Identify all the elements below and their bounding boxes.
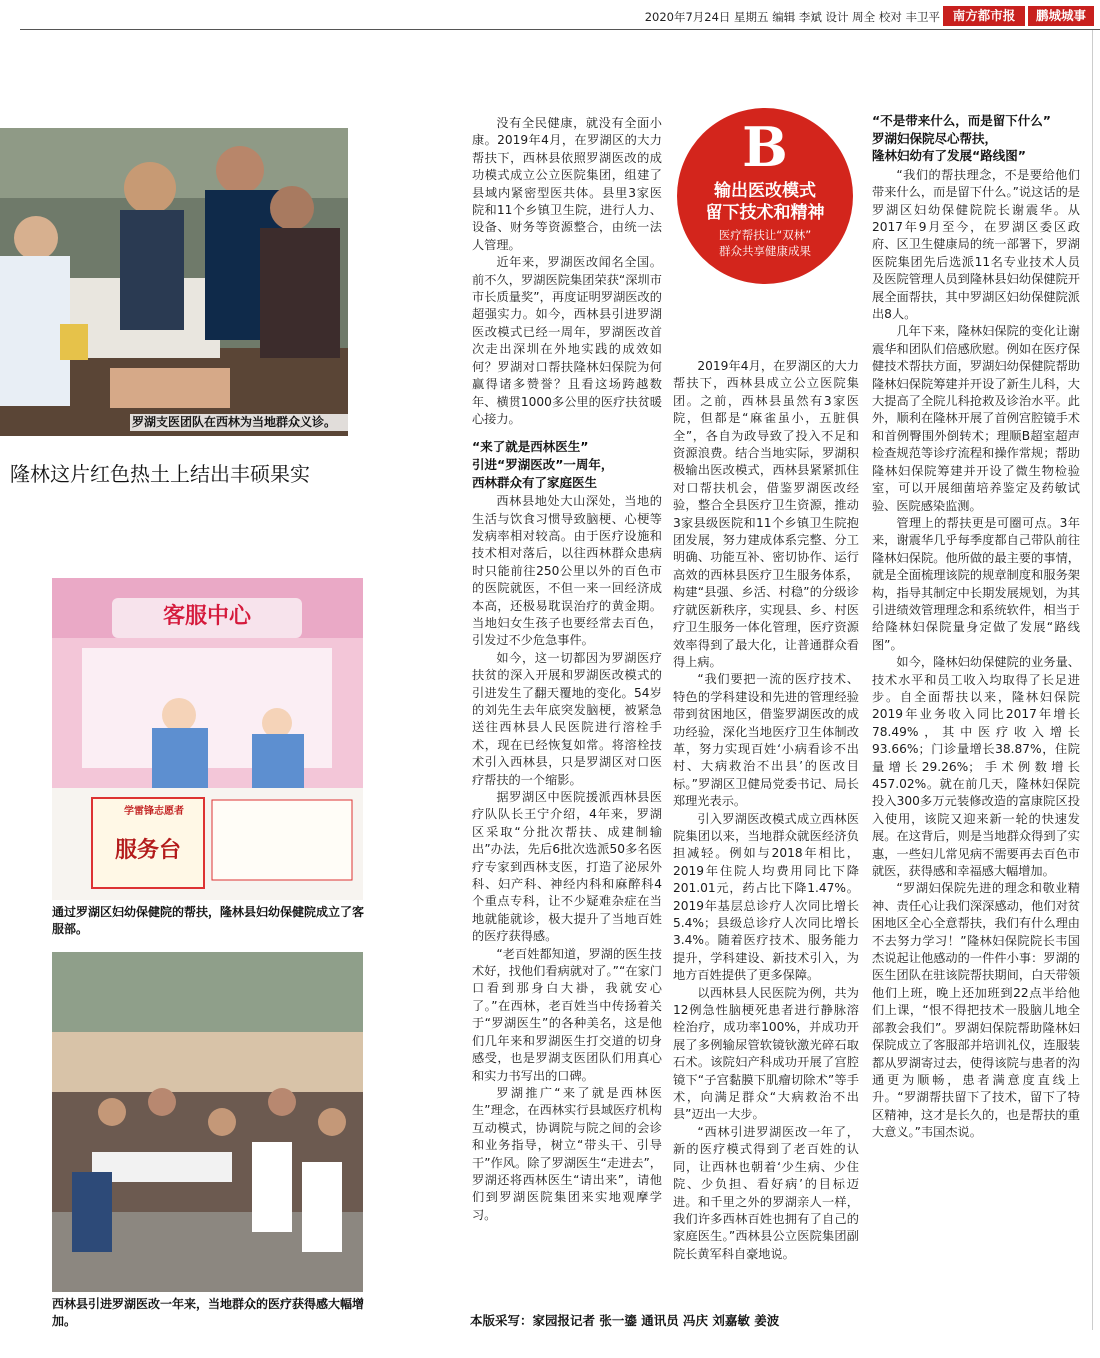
article-column-2 (673, 358, 859, 1263)
photo-crowd (52, 952, 363, 1292)
header-rule (20, 29, 1100, 30)
service-sign: 客服中心 (162, 604, 251, 629)
photo3-caption: 西林县引进罗湖医改一年来，当地群众的医疗获得感大幅增加。 (52, 1297, 365, 1328)
photo2-caption: 通过罗湖区妇幼保健院的帮扶，隆林县妇幼保健院成立了客服部。 (52, 905, 365, 936)
section-subtitle: 群众共享健康成果 (719, 244, 811, 258)
col3-paragraph: 如今，隆林妇幼保健院的业务量、技术水平和员工收入均取得了长足进步。自全面帮扶以来，隆林妇保院2019年业务收入同比2017年增长78.49%，其中医疗收入增长93.66%；门诊量增长38.87%，住院量增长29.26%；手术例数增长457.02%。就在前几天，隆林妇保院投入300多万元装修改造的富康院区投入使用，该院又迎来新一轮的快速发展。在这背后，则是当地群众得到了实惠，一些妇儿常见病不需要再去百色市就医，获得感和幸福感大幅增加。 (872, 655, 1080, 879)
section-title: 输出医改模式 (714, 181, 816, 201)
col3-paragraph: “我们的帮扶理念，不是要给他们带来什么，而是留下什么。”说这话的是罗湖区妇幼保健院院长谢震华。从2017年9月至今，在罗湖区委区政府、区卫生健康局的统一部署下，罗湖医院集团先后选派11名专业技术人员及医院管理人员到隆林县妇幼保健院开展全面帮扶，其中罗湖区妇幼保健院派出8人。 (872, 167, 1080, 322)
issue-meta: 2020年7月24日 星期五 编辑 李斌 设计 周全 校对 丰卫平 (644, 10, 940, 24)
subheading-line: “不是带来什么，而是留下什么” (872, 113, 1051, 128)
edition-logo: 鹏城城事 (1028, 6, 1094, 26)
section-b-badge (677, 108, 853, 284)
col1-paragraph: 如今，这一切都因为罗湖医疗扶贫的深入开展和罗湖医改模式的引进发生了翻天覆地的变化。54岁的刘先生去年底突发脑梗，被紧急送往西林县人民医院进行溶栓手术，现在已经恢复如常。将溶栓技术引入西林县，只是罗湖区对口医疗帮扶的一个缩影。 (472, 650, 662, 787)
col3-subheading (872, 112, 1080, 165)
section-title: 留下技术和精神 (705, 203, 825, 223)
col1-paragraph: 罗湖推广“来了就是西林医生”理念，在西林实行县域医疗机构互动模式，协调院与院之间的会诊和业务指导，树立“带头干、引导干”作风。除了罗湖医生“走进去”，罗湖还将西林医生“请出来”，请他们到罗湖医院集团来实地观摩学习。 (472, 1085, 662, 1222)
right-page-rule (1092, 30, 1093, 1330)
section-subtitle: 医疗帮扶让“双林” (718, 228, 812, 242)
page-header (0, 0, 1100, 30)
col3-paragraph: 管理上的帮扶更是可圈可点。3年来，谢震华几乎每季度都自己带队前往隆林妇保院。他所做的最主要的事情，就是全面梳理该院的规章制度和服务架构，指导其制定中长期发展规划，为其引进绩效管理理念和系统软件，相当于给隆林妇保院量身定做了发展“路线图”。 (872, 515, 1080, 652)
photo-service-center (52, 578, 363, 900)
col2-paragraph: “我们要把一流的医疗技术、特色的学科建设和先进的管理经验带到贫困地区，借鉴罗湖医改的成功经验，深化当地医疗卫生体制改革，努力实现百姓‘小病看诊不出村、大病救治不出县’的医改目标。”罗湖区卫健局党委书记、局长郑理光表示。 (673, 672, 859, 809)
col2-paragraph: 2019年4月，在罗湖区的大力帮扶下，西林县成立公立医院集团。之前，西林县虽然有3家医院，但都是“麻雀虽小，五脏俱全”，各自为政导致了投入不足和资源浪费。结合当地实际，罗湖积极输出医改模式，西林县紧紧抓住对口帮扶机会，借鉴罗湖医改经验，整合全县医疗卫生资源，推动3家县级医院和11个乡镇卫生院抱团发展，努力建成体系完整、分工明确、功能互补、密切协作、运行高效的西林县医疗卫生服务体系，构建“县强、乡活、村稳”的分级诊疗就医新秩序，实现县、乡、村医疗卫生服务一体化管理，医疗资源效率得到了最大化，让普通群众看得上病。 (673, 359, 859, 669)
photo1-caption: 罗湖支医团队在西林为当地群众义诊。 (130, 414, 348, 431)
desk-header: 学雷锋志愿者 (124, 806, 184, 817)
masthead-logo: 南方都市报 (943, 6, 1025, 26)
subheading-line: “来了就是西林医生” (472, 439, 589, 455)
col1-paragraph: 没有全民健康，就没有全面小康。2019年4月，在罗湖区的大力帮扶下，西林县依照罗湖医改的成功模式成立公立医院集团，组建了县域内紧密型医共体。县里3家医院和11个乡镇卫生院，进行人力、设备、财务等资源整合，由统一法人管理。 (472, 116, 662, 252)
subheading-line: 引进“罗湖医改”一周年， (472, 456, 614, 472)
col3-paragraph: “罗湖妇保院先进的理念和敬业精神、责任心让我们深深感动，他们对贫困地区全心全意帮扶，我们有什么理由不去努力学习！”隆林妇保院院长韦国杰说起让他感动的一件件小事：罗湖的医生团队在驻该院帮扶期间，白天带领他们上班，晚上还加班到22点半给他们上课，“恨不得把技术一股脑儿地全部教会我们”。罗湖妇保院帮助隆林妇保院成立了客服部并培训礼仪，连服装都从罗湖寄过去，使得该院与患者的沟通更为顺畅，患者满意度直线上升。“罗湖帮扶留下了技术，留下了特区精神，这才是长久的，也是帮扶的重大意义。”韦国杰说。 (872, 881, 1080, 1140)
subheading-line: 罗湖妇保院尽心帮扶， (872, 130, 998, 146)
desk-sign: 服务台 (114, 838, 181, 863)
col1-paragraph: “老百姓都知道，罗湖的医生技术好，找他们看病就对了。”“在家门口看到那身白大褂，我就安心了。”在西林，老百姓当中传扬着关于“罗湖医生”的各种美名，这是他们几年来和罗湖医生打交道的切身感受，也是罗湖支医团队们用真心和实力书写出的口碑。 (472, 946, 662, 1083)
byline-credits: 本版采写：家园报记者 张一鎏 通讯员 冯庆 刘嘉敏 姜波 (470, 1313, 780, 1328)
col2-paragraph: 引入罗湖医改模式成立西林医院集团以来，当地群众就医经济负担减轻。例如与2018年相比，2019年住院人均费用同比下降201.01元，药占比下降1.47%。2019年基层总诊疗人次同比增长5.4%；县级总诊疗人次同比增长3.4%。随着医疗技术、服务能力提升，学科建设、新技术引入，为地方百姓提供了更多保障。 (673, 811, 859, 983)
subheading-line: 西林群众有了家庭医生 (472, 474, 598, 490)
col1-paragraph: 近年来，罗湖医改闻名全国。前不久，罗湖医院集团荣获“深圳市市长质量奖”，再度证明罗湖医改的超强实力。如今，西林县引进罗湖医改模式已经一周年，罗湖医改首次走出深圳在外地实践的成效如何？罗湖对口帮扶隆林妇保院为何赢得诸多赞誉？且看这场跨越数年、横贯1000多公里的医疗扶贫暖心接力。 (472, 255, 662, 426)
col2-paragraph: 以西林县人民医院为例，共为12例急性脑梗死患者进行静脉溶栓治疗，成功率100%，并成功开展了多例输尿管软镜钬激光碎石取石术。该院妇产科成功开展了宫腔镜下“子宫黏膜下肌瘤切除术”等手术，向满足群众“大病救治不出县”迈出一大步。 (673, 985, 859, 1122)
col1-paragraph: 西林县地处大山深处，当地的生活与饮食习惯导致脑梗、心梗等发病率相对较高。由于医疗设施和技术相对落后，以往西林群众患病时只能前往250公里以外的百色市的医院就医，不但一来一回经济成本高，还极易耽误治疗的黄金期。当地妇女生孩子也要经常去百色，引发过不少危急事件。 (472, 494, 662, 648)
page-headline: 隆林这片红色热土上结出丰硕果实 (10, 462, 310, 486)
col1-paragraph: 据罗湖区中医院援派西林县医疗队队长王宁介绍，4年来，罗湖区采取“分批次帮扶、成建制输出”办法，先后6批次选派50多名医疗专家到西林支医，打造了泌尿外科、妇产科、神经内科和麻醉科4个重点专科，让不少疑难杂症在当地就能就诊，极大提升了当地百姓的医疗获得感。 (472, 790, 662, 944)
photo-free-clinic (0, 128, 348, 436)
article-column-1 (472, 115, 662, 1224)
subheading-line: 隆林妇幼有了发展“路线图” (872, 148, 1026, 164)
col2-paragraph: “西林引进罗湖医改一年了，新的医疗模式得到了老百姓的认同，让西林也朝着‘少生病、少住院、少负担、看好病’的目标迈进。和千里之外的罗湖亲人一样，我们许多西林百姓也拥有了自己的家庭医生。”西林县公立医院集团副院长黄军科自豪地说。 (673, 1124, 859, 1261)
crowd-illustration (52, 952, 363, 1292)
col3-paragraph: 几年下来，隆林妇保院的变化让谢震华和团队们倍感欣慰。例如在医疗保健技术帮扶方面，罗湖妇幼保健院帮助隆林妇保院筹建并开设了新生儿科，大大提高了全院儿科抢救及诊治水平。此外，顺利在隆林开展了首例宫腔镜手术和首例臀围外倒转术；理顺B超室超声检查规范等诊疗流程和操作常规；帮助隆林妇保院筹建并开设了微生物检验室，可以开展细菌培养鉴定及药敏试验、医院感染监测。 (872, 324, 1080, 513)
section-letter: B (742, 115, 788, 179)
article-column-3 (872, 112, 1080, 1142)
col1-subheading (472, 438, 662, 491)
free-clinic-illustration (0, 128, 348, 436)
